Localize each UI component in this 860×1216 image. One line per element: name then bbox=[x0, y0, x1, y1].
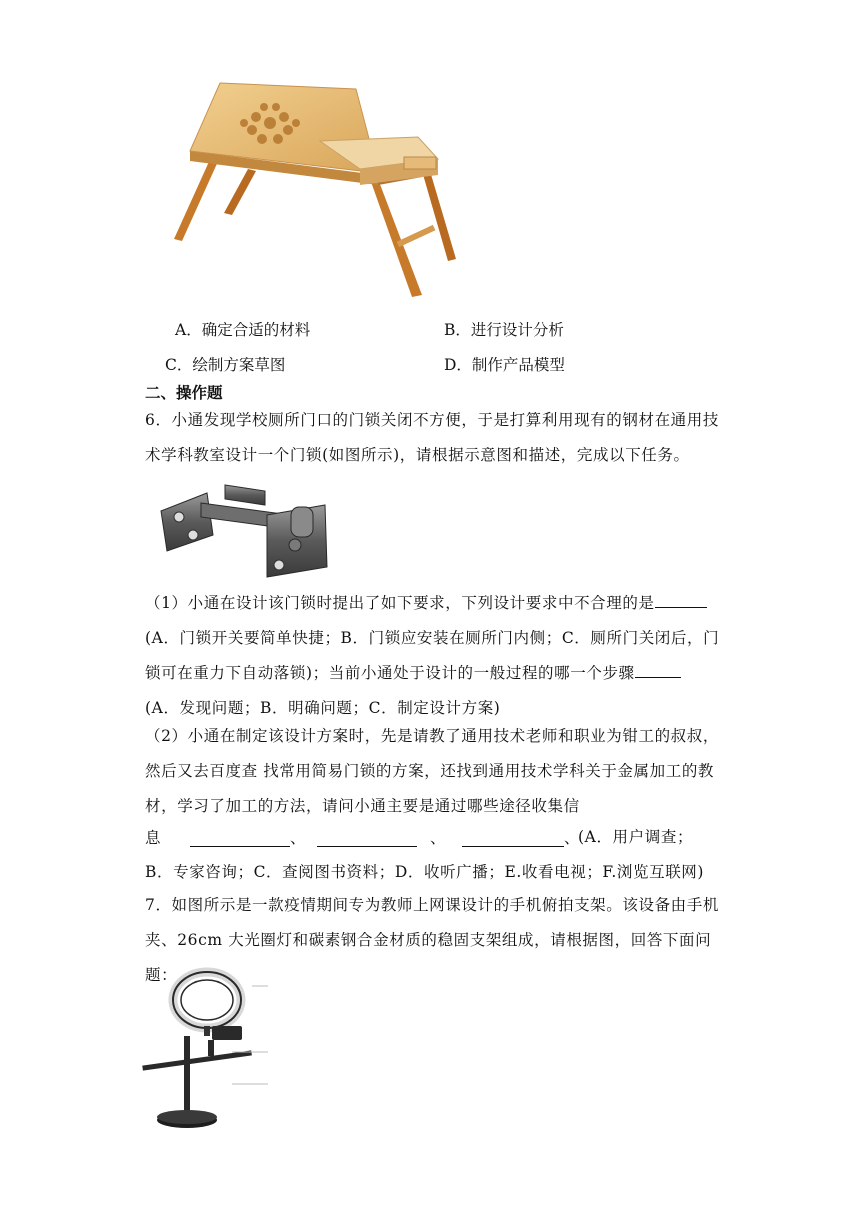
question-6-stem: 6．小通发现学校厕所门口的门锁关闭不方便，于是打算利用现有的钢材在通用技术学科教室设计一个门锁(如图所示)，请根据示意图和描述，完成以下任务。 bbox=[145, 411, 719, 464]
section-heading: 二、操作题 bbox=[145, 383, 223, 402]
option-a: A．确定合适的材料 bbox=[175, 321, 311, 339]
answer-blank-1[interactable] bbox=[655, 591, 707, 608]
laptop-table-image bbox=[160, 75, 470, 305]
part-1-step-options: (A．发现问题；B．明确问题；C．制定设计方案) bbox=[145, 699, 501, 717]
answer-blank-2[interactable] bbox=[635, 661, 681, 678]
option-d: D．制作产品模型 bbox=[444, 356, 565, 374]
part-1-options: (A．门锁开关要简单快捷；B．门锁应安装在厕所门内侧；C．厕所门关闭后，门锁可在重力下自动落锁)；当前小通处于设计的一般过程的哪一个步骤 bbox=[145, 629, 720, 682]
question-7-stem: 7．如图所示是一款疫情期间专为教师上网课设计的手机俯拍支架。该设备由手机夹、26cm 大光圈灯和碳素钢合金材质的稳固支架组成，请根据图，回答下面问题： bbox=[145, 896, 719, 984]
option-b: B．进行设计分析 bbox=[444, 321, 564, 339]
part-1-intro: （1）小通在设计该门锁时提出了如下要求，下列设计要求中不合理的是 bbox=[145, 594, 655, 612]
part-2-options: (A．用户调查；B．专家咨询；C．查阅图书资料；D．收听广播；E.收看电视；F.浏览互联网) bbox=[145, 828, 705, 881]
separator-3: 、 bbox=[564, 829, 580, 847]
separator-2: 、 bbox=[430, 829, 446, 847]
option-c: C．绘制方案草图 bbox=[165, 356, 286, 374]
door-latch-image bbox=[155, 475, 335, 585]
question-6-part-1 bbox=[145, 586, 720, 726]
question-6-part-2: （2）小通在制定该设计方案时，先是请教了通用技术老师和职业为钳工的叔叔，然后又去百度查 找常用简易门锁的方案，还找到通用技术学科关于金属加工的教材，学习了加工的方法，请问小通主要是通过哪些途径收集信 bbox=[145, 727, 719, 815]
part-2-xi: 息 bbox=[145, 829, 161, 847]
phone-stand-image bbox=[142, 960, 272, 1135]
separator-1: 、 bbox=[290, 829, 306, 847]
